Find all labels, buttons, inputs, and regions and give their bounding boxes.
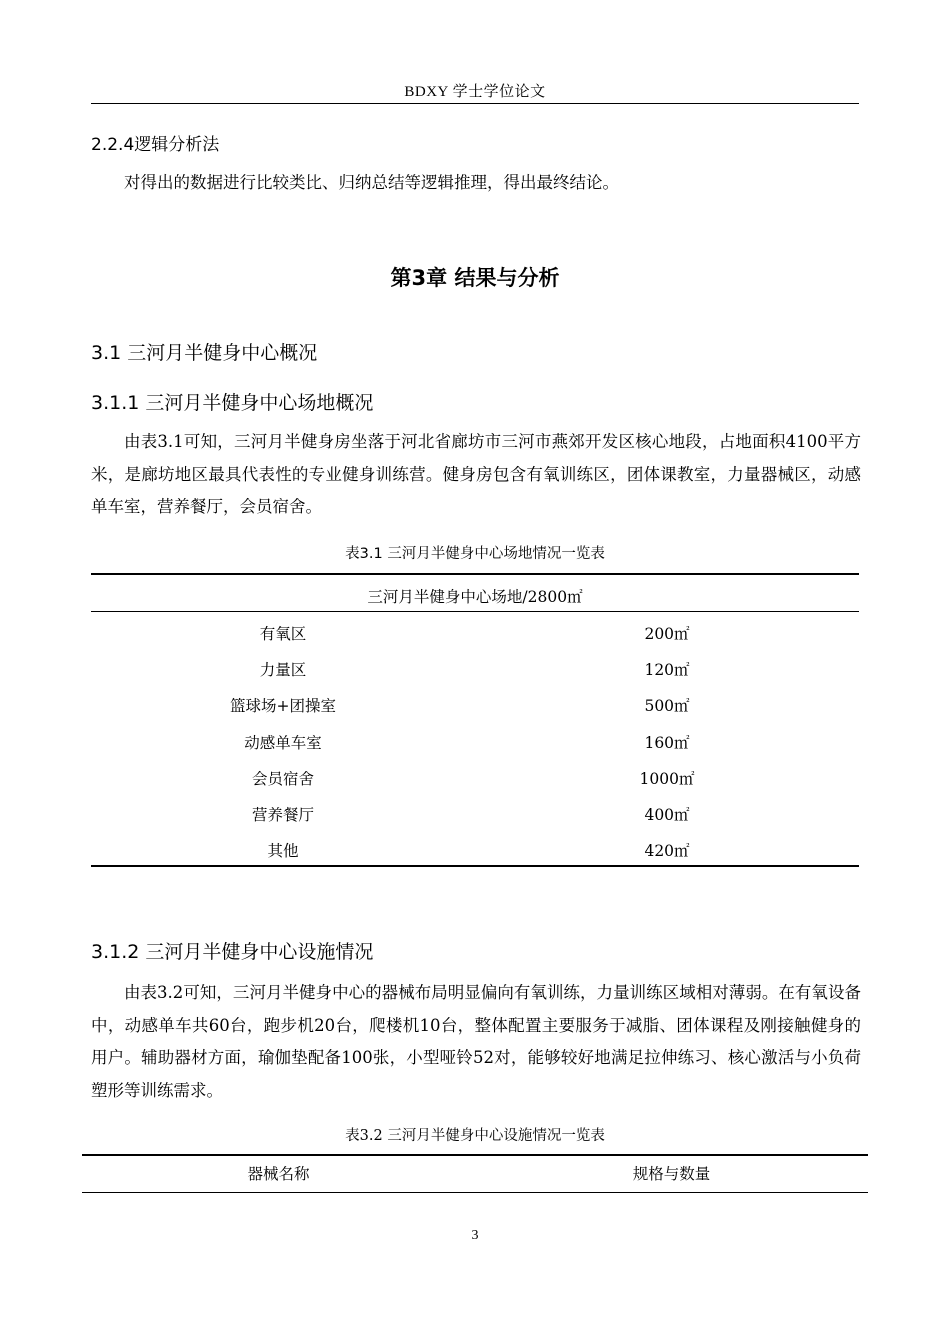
section-heading-3-1: 3.1 三河月半健身中心概况 [91, 342, 318, 364]
table-3-1-row-area: 120㎡ [644, 661, 690, 679]
table-3-1-row-name: 有氧区 [259, 625, 307, 643]
page-number: 3 [471, 1228, 479, 1243]
section-heading-3-1-1: 3.1.1 三河月半健身中心场地概况 [91, 392, 374, 414]
table-3-1-row-name: 营养餐厅 [251, 806, 314, 824]
section-heading-3-1-2: 3.1.2 三河月半健身中心设施情况 [91, 941, 374, 963]
table-3-2-header-equipment: 器械名称 [247, 1165, 310, 1183]
paragraph-3-1-1: 由表3.1可知，三河月半健身房坐落于河北省廊坊市三河市燕郊开发区核心地段，占地面积4100平方米，是廊坊地区最具代表性的专业健身训练营。健身房包含有氧训练区，团体课教室，力量器械区，动感单车室，营养餐厅，会员宿舍。 [91, 432, 861, 516]
chapter-title: 第3章 结果与分析 [390, 266, 560, 290]
header-divider [91, 103, 859, 104]
table-3-2-header-spec: 规格与数量 [632, 1165, 711, 1183]
table-3-1-header: 三河月半健身中心场地/2800㎡ [367, 588, 583, 606]
table-3-1-row-name: 其他 [267, 842, 299, 860]
table-3-1-row-name: 力量区 [259, 661, 307, 679]
table-3-1-header-rule [91, 611, 859, 612]
table-3-1-top-rule [91, 573, 859, 575]
paragraph-2-2-4: 对得出的数据进行比较类比、归纳总结等逻辑推理，得出最终结论。 [124, 173, 619, 192]
table-3-1-row-area: 160㎡ [644, 734, 690, 752]
table-3-1-row-area: 200㎡ [644, 625, 690, 643]
table-3-1-row-area: 1000㎡ [639, 770, 695, 788]
table-3-2-caption: 表3.2 三河月半健身中心设施情况一览表 [345, 1128, 605, 1144]
section-heading-2-2-4: 2.2.4逻辑分析法 [91, 135, 220, 155]
table-3-1-row-name: 会员宿舍 [251, 770, 314, 788]
table-3-1-row-name: 篮球场+团操室 [230, 697, 336, 715]
table-3-1-row-area: 400㎡ [644, 806, 690, 824]
page-header: BDXY 学士学位论文 [404, 84, 546, 100]
table-3-2-top-rule [82, 1154, 868, 1156]
table-3-2-header-rule [82, 1192, 868, 1193]
table-3-1-row-area: 420㎡ [644, 842, 690, 860]
table-3-1-row-area: 500㎡ [644, 697, 690, 715]
table-3-1-caption: 表3.1 三河月半健身中心场地情况一览表 [345, 546, 605, 562]
paragraph-3-1-2: 由表3.2可知，三河月半健身中心的器械布局明显偏向有氧训练，力量训练区域相对薄弱。在有氧设备中，动感单车共60台，跑步机20台，爬楼机10台，整体配置主要服务于减脂、团体课程及刚接触健身的用户。辅助器材方面，瑜伽垫配备100张，小型哑铃52对，能够较好地满足拉伸练习、核心激活与小负荷塑形等训练需求。 [91, 983, 861, 1100]
table-3-1-row-name: 动感单车室 [244, 734, 322, 752]
table-3-1-bottom-rule [91, 865, 859, 867]
